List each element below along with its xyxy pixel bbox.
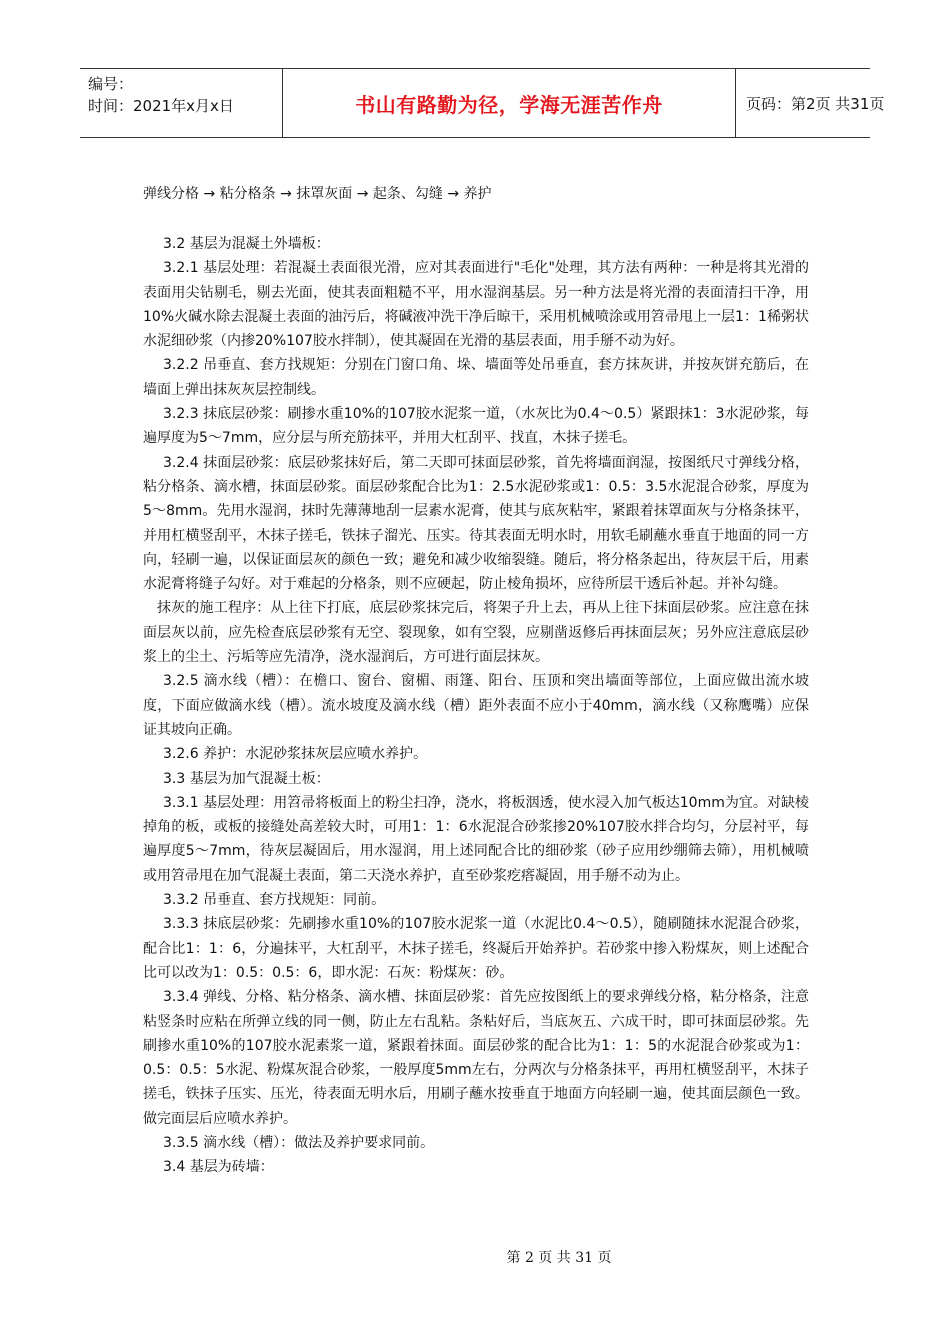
header-motto: 书山有路勤为径，学海无涯苦作舟	[355, 92, 663, 117]
page-footer: 第 2 页 共 31 页	[506, 1250, 612, 1266]
section-heading: 3.4 基层为砖墙：	[163, 1159, 274, 1176]
paragraph: 3.2.1 基层处理：若混凝土表面很光滑，应对其表面进行"毛化"处理，其方法有两种：一种是将其光滑的表面用尖钻剔毛，剔去光面，使其表面粗糙不平，用水湿润基层。另一种方法是将光滑的表面清扫干净，用10%火碱水除去混凝土表面的油污后，将碱液冲洗干净后晾干，采用机械喷涂或用笤帚甩上一层1：1稀粥状水泥细砂浆（内掺20%107胶水拌制），使其凝固在光滑的基层表面，用手掰不动为好。	[143, 260, 809, 350]
paragraph: 3.3.4 弹线、分格、粘分格条、滴水槽、抹面层砂浆：首先应按图纸上的要求弹线分格，粘分格条，注意粘竖条时应粘在所弹立线的同一侧，防止左右乱粘。条粘好后，当底灰五、六成干时，即可抹面层砂浆。先刷掺水重10%的107胶水泥素浆一道，紧跟着抹面。面层砂浆的配合比为1：1：5的水泥混合砂浆或为1：0.5：0.5：5水泥、粉煤灰混合砂浆，一般厚度5mm左右，分两次与分格条抹平，再用杠横竖刮平，木抹子搓毛，铁抹子压实、压光，待表面无明水后，用刷子蘸水按垂直于地面方向轻刷一遍，使其面层颜色一致。做完面层后应喷水养护。	[143, 989, 809, 1127]
section-heading: 3.2 基层为混凝土外墙板：	[163, 236, 330, 252]
document-number: 编号：	[88, 75, 134, 93]
header-motto-cell	[282, 69, 736, 137]
paragraph: 3.2.6 养护：水泥砂浆抹灰层应喷水养护。	[163, 746, 428, 763]
page-header	[80, 68, 885, 138]
process-flow: 弹线分格 → 粘分格条 → 抹罩灰面 → 起条、勾缝 → 养护	[143, 186, 492, 202]
paragraph: 3.2.4 抹面层砂浆：底层砂浆抹好后，第二天即可抹面层砂浆，首先将墙面润湿，按图纸尺寸弹线分格，粘分格条、滴水槽，抹面层砂浆。面层砂浆配合比为1：2.5水泥砂浆或1：0.5：3.5水泥混合砂浆，厚度为5～8mm。先用水湿润，抹时先薄薄地刮一层素水泥膏，使其与底灰粘牢，紧跟着抹罩面灰与分格条抹平，并用杠横竖刮平，木抹子搓毛，铁抹子溜光、压实。待其表面无明水时，用软毛刷蘸水垂直于地面的同一方向，轻刷一遍，以保证面层灰的颜色一致；避免和减少收缩裂缝。随后，将分格条起出，待灰层干后，用素水泥膏将缝子勾好。对于难起的分格条，则不应硬起，防止棱角损坏，应待所层干透后补起。并补勾缝。	[143, 454, 809, 593]
header-page-number: 页码：第2页 共31页	[746, 94, 885, 113]
paragraph: 3.3.2 吊垂直、套方找规矩：同前。	[163, 892, 386, 909]
paragraph: 3.2.3 抹底层砂浆：刷掺水重10%的107胶水泥浆一道，（水灰比为0.4～0.5）紧跟抹1：3水泥砂浆，每遍厚度为5～7mm，应分层与所充筋抹平，并用大杠刮平、找直，木抹子搓毛。	[143, 406, 809, 447]
document-date: 时间：2021年x月x日	[88, 97, 234, 115]
header-meta	[80, 69, 282, 137]
paragraph: 3.3.3 抹底层砂浆：先刷掺水重10%的107胶水泥浆一道（水泥比0.4～0.5），随刷随抹水泥混合砂浆，配合比1：1：6，分遍抹平，大杠刮平，木抹子搓毛，终凝后开始养护。若砂浆中掺入粉煤灰，则上述配合比可以改为1：0.5：0.5：6，即水泥：石灰：粉煤灰：砂。	[143, 916, 809, 981]
section-heading: 3.3 基层为加气混凝土板：	[163, 770, 330, 787]
paragraph: 3.2.5 滴水线（槽）：在檐口、窗台、窗楣、雨篷、阳台、压顶和突出墙面等部位，上面应做出流水坡度，下面应做滴水线（槽）。流水坡度及滴水线（槽）距外表面不应小于40mm，滴水线（又称鹰嘴）应保证其坡向正确。	[143, 673, 809, 738]
paragraph: 抹灰的施工程序：从上往下打底，底层砂浆抹完后，将架子升上去，再从上往下抹面层砂浆。应注意在抹面层灰以前，应先检查底层砂浆有无空、裂现象，如有空裂，应剔凿返修后再抹面层灰；另外应注意底层砂浆上的尘土、污垢等应先清净，浇水湿润后，方可进行面层抹灰。	[143, 600, 809, 666]
paragraph: 3.2.2 吊垂直、套方找规矩：分别在门窗口角、垛、墙面等处吊垂直，套方抹灰讲，并按灰饼充筋后，在墙面上弹出抹灰灰层控制线。	[143, 357, 809, 398]
paragraph: 3.3.5 滴水线（槽）：做法及养护要求同前。	[163, 1134, 435, 1151]
document-body	[143, 182, 809, 1180]
paragraph: 3.3.1 基层处理：用笤帚将板面上的粉尘扫净，浇水，将板洇透，使水浸入加气板达10mm为宜。对缺棱掉角的板，或板的接缝处高差较大时，可用1：1：6水泥混合砂浆掺20%107胶水拌合均匀，分层衬平，每遍厚度5～7mm，待灰层凝固后，用水湿润，用上述同配合比的细砂浆（砂子应用纱绷筛去筛），用机械喷或用笤帚甩在加气混凝土表面，第二天浇水养护，直至砂浆疙瘩凝固，用手掰不动为止。	[143, 794, 809, 884]
